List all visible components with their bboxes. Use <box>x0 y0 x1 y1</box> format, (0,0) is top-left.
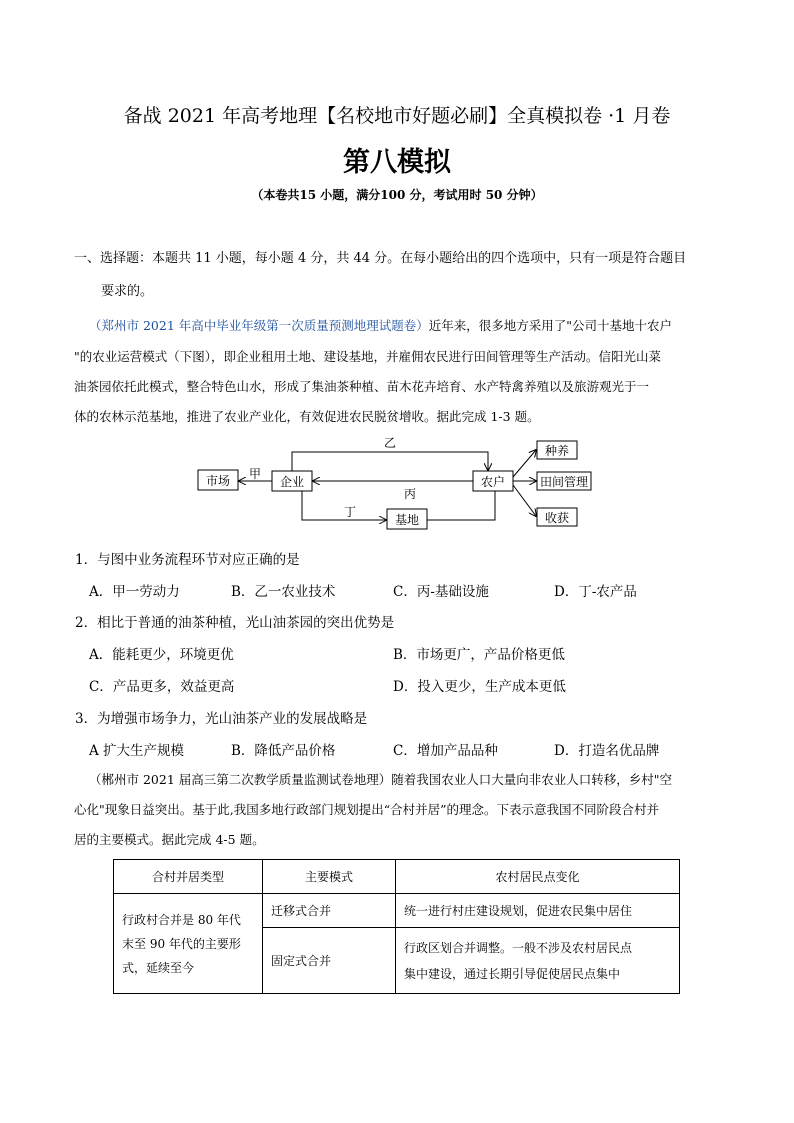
q3-option-a: A 扩大生产规模 <box>89 743 185 759</box>
label-ding: 丁 <box>343 505 357 519</box>
table-cell-change <box>396 928 680 994</box>
table-change-line: 行政区划合并调整。一般不涉及农村居民点 <box>404 940 633 955</box>
table-cell-change: 统一进行村庄建设规划，促进农民集中居住 <box>396 894 680 928</box>
table-change-line: 集中建设，通过长期引导促使居民点集中 <box>404 966 621 981</box>
section-heading-line2: 要求的。 <box>101 284 154 299</box>
q3-option-d: D．打造名优品牌 <box>554 743 660 759</box>
table-header: 合村并居类型 <box>114 860 263 894</box>
question-1-stem: 1．与图中业务流程环节对应正确的是 <box>75 552 300 568</box>
table-header: 主要模式 <box>263 860 396 894</box>
section-heading-line1: 一、选择题：本题共 11 小题，每小题 4 分，共 44 分。在每小题给出的四个选项中，只有一项是符合题目 <box>74 251 687 266</box>
table-type-line: 式，延续至今 <box>122 960 195 975</box>
passage1-source: （郑州市 2021 年高中毕业年级第一次质量预测地理试题卷） <box>89 318 429 333</box>
passage2-line3: 居的主要模式。据此完成 4-5 题。 <box>74 832 265 847</box>
table-cell-mode: 固定式合并 <box>263 928 396 994</box>
label-jia: 甲 <box>248 467 262 481</box>
farmer-label: 农户 <box>480 475 506 489</box>
flow-diagram <box>190 432 610 536</box>
passage1-line1 <box>89 311 672 340</box>
table-cell-mode: 迁移式合并 <box>263 894 396 928</box>
planting-label: 种养 <box>544 444 570 458</box>
market-label: 市场 <box>205 474 231 488</box>
table-row <box>114 894 680 928</box>
q1-option-c: C．丙-基础设施 <box>393 584 489 600</box>
passage1-line1-text: 近年来，很多地方采用了"公司十基地十农户 <box>428 318 673 333</box>
table-type-cell <box>114 894 263 994</box>
q2-option-d: D．投入更少，生产成本更低 <box>393 679 566 695</box>
exam-note: （本卷共15 小题，满分100 分，考试用时 50 分钟） <box>251 188 543 202</box>
harvest-label: 收获 <box>544 511 570 525</box>
q1-option-b: B．乙一农业技术 <box>231 584 336 600</box>
enterprise-label: 企业 <box>279 475 305 489</box>
passage1-line4: 体的农林示范基地，推进了农业产业化，有效促进农民脱贫增收。据此完成 1-3 题。 <box>74 409 540 424</box>
doc-title: 备战 2021 年高考地理【名校地市好题必刷】全真模拟卷 ·1 月卷 <box>123 105 671 127</box>
table-type-line: 末至 90 年代的主要形 <box>122 936 241 951</box>
question-3-stem: 3．为增强市场争力，光山油茶产业的发展战略是 <box>75 711 368 727</box>
q2-option-c: C．产品更多，效益更高 <box>89 679 235 695</box>
label-yi: 乙 <box>383 436 397 450</box>
line-farmer-base <box>427 491 495 520</box>
merger-table <box>113 859 680 994</box>
q1-option-d: D．丁-农产品 <box>554 584 637 600</box>
q3-option-b: B．降低产品价格 <box>231 743 336 759</box>
q1-option-a: A．甲一劳动力 <box>89 584 180 600</box>
table-header-row <box>114 860 680 894</box>
arrow-yi <box>292 452 488 471</box>
question-2-stem: 2．相比于普通的油茶种植，光山油茶园的突出优势是 <box>75 615 395 631</box>
passage1-line2: "的农业运营模式（下图），即企业租用土地、建设基地，并雇佣农民进行田间管理等生产活动。信阳光山菜 <box>74 349 662 364</box>
q3-option-c: C．增加产品品种 <box>393 743 498 759</box>
doc-subtitle: 第八模拟 <box>343 147 451 178</box>
label-bing: 丙 <box>403 487 417 501</box>
arrow-to-harvest <box>513 485 536 516</box>
passage1-line3: 油茶园依托此模式，整合特色山水，形成了集油茶种植、苗木花卉培育、水产特禽养殖以及旅游观光于一 <box>74 379 650 394</box>
arrow-to-planting <box>513 450 536 477</box>
table-type-line: 行政村合并是 80 年代 <box>122 912 241 927</box>
table-header: 农村居民点变化 <box>396 860 680 894</box>
base-label: 基地 <box>394 513 420 527</box>
q2-option-a: A．能耗更少，环境更优 <box>89 647 234 663</box>
field-label: 田间管理 <box>539 475 589 489</box>
passage2-line1: （郴州市 2021 届高三第二次教学质量监测试卷地理）随着我国农业人口大量向非农业人口转移，乡村"空 <box>89 772 673 787</box>
q2-option-b: B．市场更广，产品价格更低 <box>393 647 565 663</box>
passage2-line2: 心化"现象日益突出。基于此,我国多地行政部门规划提出“合村并居”的理念。下表示意我国不同阶段合村并 <box>74 802 660 817</box>
